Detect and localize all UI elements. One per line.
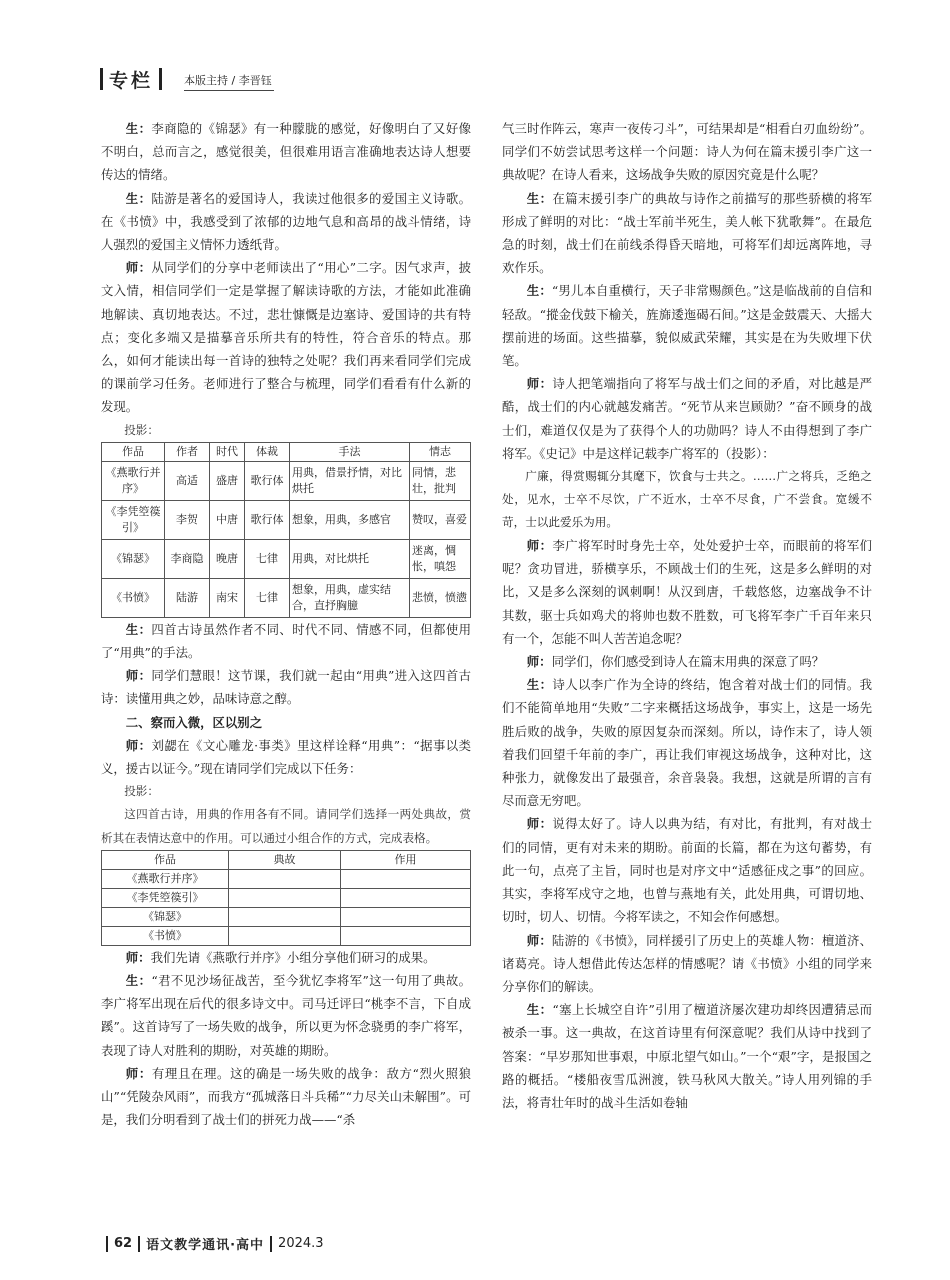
left-column	[101, 117, 471, 1132]
table-cell: 用典，借景抒情，对比烘托	[290, 461, 410, 500]
speaker-label: 师：	[526, 376, 553, 392]
divider	[159, 68, 162, 90]
table-cell: 陆游	[165, 578, 210, 617]
speaker-label: 师：	[125, 668, 152, 684]
table-cell: 盛唐	[210, 461, 245, 500]
paragraph	[502, 929, 872, 999]
table-cell: 《书愤》	[102, 926, 229, 945]
paragraph	[101, 664, 471, 710]
column-header: 情志	[410, 442, 471, 461]
table-cell: 南宋	[210, 578, 245, 617]
table-cell: 《燕歌行并序》	[102, 869, 229, 888]
column-header: 典故	[229, 850, 341, 869]
column-header: 手法	[290, 442, 410, 461]
paragraph-text: “君不见沙场征战苦，至今犹忆李将军”这一句用了典故。李广将军出现在后代的很多诗文中。司马迁评曰“桃李不言，下自成蹊”。这首诗写了一场失败的战争，所以更为怀念骁勇的李广将军，表现了诗人对胜利的期盼，对英雄的期盼。	[101, 973, 472, 1058]
column-header: 体裁	[245, 442, 290, 461]
table-cell	[341, 907, 471, 926]
table-header-row	[102, 850, 471, 869]
speaker-label: 生：	[526, 1002, 553, 1018]
paragraph	[101, 1062, 471, 1132]
journal-name: 语文教学通讯·高中	[146, 1238, 265, 1253]
paragraph-text: 诗人以李广作为全诗的终结，饱含着对战士们的同情。我们不能简单地用“失败”二字来概括这场战争，事实上，这是一场先胜后败的战争，失败的原因复杂而深刻。所以，诗作末了，诗人领着我们回望千年前的李广，再让我们审视这场战争，这种对比，这种张力，就像发出了最强音，余音袅袅。我想，这就是所谓的言有尽而意无穷吧。	[502, 677, 873, 809]
paragraph	[101, 969, 471, 1062]
speaker-label: 生：	[125, 121, 152, 136]
table-cell	[229, 888, 341, 907]
table-cell: 七律	[245, 539, 290, 578]
paragraph	[502, 650, 872, 673]
paragraph	[502, 279, 872, 372]
paragraph	[502, 372, 872, 465]
paragraph-text: “男儿本自重横行，天子非常赐颜色。”这是临战前的自信和轻敌。“摐金伐鼓下榆关，旌旆逶迤碣石间。”这是金鼓震天、大摇大摆前进的场面。这些描摹，貌似威武荣耀，其实是在为失败埋下伏笔。	[502, 283, 873, 369]
column-header: 作者	[165, 442, 210, 461]
paragraph	[101, 618, 471, 664]
speaker-label: 师：	[125, 260, 152, 276]
table-cell: 迷离，惆怅，嗔怨	[410, 539, 471, 578]
table-cell	[341, 869, 471, 888]
speaker-label: 生：	[125, 621, 152, 637]
paragraph-text: 陆游是著名的爱国诗人，我读过他很多的爱国主义诗歌。在《书愤》中，我感受到了浓郁的边地气息和高昂的战斗情绪，诗人强烈的爱国主义情怀力透纸背。	[101, 190, 472, 253]
speaker-label: 师：	[526, 654, 552, 670]
paragraph: 气三时作阵云，寒声一夜传刁斗”，可结果却是“相看白刃血纷纷”。同学们不妨尝试思考这样一个问题：诗人为何在篇末援引李广这一典故呢？在诗人看来，这场战争失败的原因究竟是什么呢？	[502, 121, 872, 183]
speaker-label: 师：	[125, 949, 151, 965]
allusion-task-table	[101, 850, 471, 946]
table-cell	[341, 888, 471, 907]
table-cell: 歌行体	[245, 461, 290, 500]
table-cell: 《李凭箜篌引》	[102, 888, 229, 907]
paragraph	[101, 256, 471, 418]
table-row	[102, 578, 471, 617]
table-cell: 《锦瑟》	[102, 539, 165, 578]
speaker-label: 生：	[526, 283, 552, 299]
table-cell: 《李凭箜篌引》	[102, 500, 165, 539]
table-cell: 晚唐	[210, 539, 245, 578]
section-title: 专栏	[109, 69, 154, 92]
table-cell: 同情，悲壮，批判	[410, 461, 471, 500]
table-cell: 用典，对比烘托	[290, 539, 410, 578]
column-header: 作品	[102, 442, 165, 461]
paragraph-text: “塞上长城空自许”引用了檀道济屡次建功却终因遭猜忌而被杀一事。这一典故，在这首诗里有何深意呢？我们从诗中找到了答案：“早岁那知世事艰，中原北望气如山。”一个“艰”字，是报国之路的概括。“楼船夜雪瓜洲渡，铁马秋风大散关。”诗人用列锦的手法，将青壮年时的战斗生活如卷轴	[502, 1002, 873, 1110]
table-cell: 悲愤，愤懑	[410, 578, 471, 617]
table-cell: 《燕歌行并序》	[102, 461, 165, 500]
paragraph-text: 在篇末援引李广的典故与诗作之前描写的那些骄横的将军形成了鲜明的对比：“战士军前半死生，美人帐下犹歌舞”。在最危急的时刻，战士们在前线杀得昏天暗地，可将军们却远离阵地，寻欢作乐。	[502, 190, 873, 276]
paragraph-text: 我们先请《燕歌行并序》小组分享他们研习的成果。	[150, 949, 436, 965]
paragraph-text: 四首古诗虽然作者不同、时代不同、情感不同，但都使用了“用典”的手法。	[101, 621, 472, 661]
paragraph-text: 有理且在理。这的确是一场失败的战争：敌方“烈火照狼山”“凭陵杂风雨”，而我方“孤城落日斗兵稀”“力尽关山未解围”。可是，我们分明看到了战士们的拼死力战——“杀	[101, 1065, 472, 1128]
paragraph-text: 李广将军时时身先士卒，处处爱护士卒，而眼前的将军们呢？贪功冒进，骄横享乐，不顾战士们的生死，这是多么鲜明的对比，又是多么深刻的讽刺啊！从汉到唐，千载悠悠，边塞战争不计其数，驱士兵如鸡犬的将帅也数不胜数，可飞将军李广千百年来只有一个，怎能不叫人苦苦追念呢？	[502, 538, 873, 646]
table-cell: 想象，用典，虚实结合，直抒胸臆	[290, 578, 410, 617]
paragraph	[502, 673, 872, 812]
table-cell: 赞叹，喜爱	[410, 500, 471, 539]
divider	[138, 1236, 140, 1252]
quotation: 广廉，得赏赐辄分其麾下，饮食与士共之。……广之将兵，乏绝之处，见水，士卒不尽饮，广不近水，士卒不尽食，广不尝食。宽缓不苛，士以此爱乐为用。	[502, 469, 872, 530]
divider	[106, 1236, 108, 1252]
speaker-label: 生：	[125, 190, 152, 206]
paragraph	[101, 734, 471, 780]
table-row	[102, 888, 471, 907]
divider	[270, 1236, 272, 1252]
divider	[100, 68, 103, 90]
paragraph-text: 同学们，你们感受到诗人在篇末用典的深意了吗？	[551, 654, 825, 670]
speaker-label: 师：	[125, 737, 152, 753]
paragraph	[502, 534, 872, 650]
paragraph-text: 从同学们的分享中老师读出了“用心”二字。因气求声，披文入情，相信同学们一定是掌握了解读诗歌的方法，才能如此准确地解读、真切地表达。不过，悲壮慷慨是边塞诗、爱国诗的共有特点；变化多端又是描摹音乐所共有的特性，符合音乐的特点。那么，如何才能读出每一首诗的独特之处呢？我们再来看同学们完成的课前学习任务。老师进行了整合与梳理，同学们看看有什么新的发现。	[101, 260, 472, 415]
speaker-label: 生：	[125, 973, 152, 989]
host-credit: 本版主持 / 李晋钰	[184, 72, 274, 91]
table-cell	[229, 869, 341, 888]
column-header	[100, 66, 274, 92]
paragraph	[101, 946, 471, 969]
paragraph-text: 刘勰在《文心雕龙·事类》里这样诠释“用典”：“据事以类义，援古以证今。”现在请同学们完成以下任务：	[101, 737, 472, 777]
task-text: 这四首古诗，用典的作用各有不同。请同学们选择一两处典故，赏析其在表情达意中的作用。可以通过小组合作的方式，完成表格。	[101, 807, 471, 845]
speaker-label: 师：	[125, 1065, 152, 1081]
table-cell: 中唐	[210, 500, 245, 539]
table-row	[102, 869, 471, 888]
paragraph	[101, 117, 471, 187]
table-cell: 想象，用典，多感官	[290, 500, 410, 539]
table-row	[102, 500, 471, 539]
column-header: 作用	[341, 850, 471, 869]
column-header: 时代	[210, 442, 245, 461]
table-row	[102, 461, 471, 500]
table-cell: 李贺	[165, 500, 210, 539]
paragraph-text: 李商隐的《锦瑟》有一种朦胧的感觉，好像明白了又好像不明白，总而言之，感觉很美，但很难用语言准确地表达诗人想要传达的情绪。	[101, 121, 472, 183]
speaker-label: 师：	[526, 538, 553, 554]
table-cell: 《书愤》	[102, 578, 165, 617]
table-row	[102, 539, 471, 578]
table-cell: 七律	[245, 578, 290, 617]
issue-date: 2024.3	[278, 1236, 324, 1251]
table-cell	[341, 926, 471, 945]
speaker-label: 师：	[526, 932, 552, 948]
speaker-label: 师：	[526, 816, 553, 832]
table-cell: 高适	[165, 461, 210, 500]
table-header-row	[102, 442, 471, 461]
speaker-label: 生：	[526, 190, 553, 206]
section-heading: 二、察而入微，区以别之	[125, 714, 263, 730]
projection-label: 投影：	[124, 784, 159, 799]
table-row	[102, 926, 471, 945]
paragraph	[502, 812, 872, 928]
speaker-label: 生：	[526, 677, 553, 693]
paragraph	[101, 187, 471, 257]
page-number: 62	[114, 1236, 133, 1251]
table-cell: 《锦瑟》	[102, 907, 229, 926]
column-header: 作品	[102, 850, 229, 869]
page-footer	[100, 1234, 324, 1253]
paragraph-text: 陆游的《书愤》，同样援引了历史上的英雄人物：檀道济、诸葛亮。诗人想借此传达怎样的情感呢？请《书愤》小组的同学来分享你们的解读。	[502, 932, 873, 994]
paragraph	[502, 187, 872, 280]
paragraph-text: 说得太好了。诗人以典为结，有对比，有批判，有对战士们的同情，更有对未来的期盼。前面的长篇，都在为这句蓄势，有此一句，点亮了主旨，同时也是对序文中“适感征戍之事”的回应。其实，李将军戍守之地，也曾与燕地有关，此处用典，可谓切地、切时，切人、切情。今将军读之，不知会作何感想。	[502, 816, 873, 925]
paragraph-text: 同学们慧眼！这节课，我们就一起由“用典”进入这四首古诗：读懂用典之妙，品味诗意之醇。	[101, 668, 472, 707]
right-column	[502, 117, 872, 1114]
table-cell: 歌行体	[245, 500, 290, 539]
projection-label: 投影：	[124, 422, 159, 437]
table-cell: 李商隐	[165, 539, 210, 578]
paragraph	[502, 998, 872, 1114]
table-row	[102, 907, 471, 926]
table-cell	[229, 907, 341, 926]
paragraph-text: 诗人把笔端指向了将军与战士们之间的矛盾，对比越是严酷，战士们的内心就越发痛苦。“死节从来岂顾勋？”奋不顾身的战士们，难道仅仅是为了获得个人的功勋吗？诗人不由得想到了李广将军。《史记》中是这样记载李广将军的（投影）：	[502, 376, 873, 461]
poem-summary-table	[101, 442, 471, 618]
table-cell	[229, 926, 341, 945]
